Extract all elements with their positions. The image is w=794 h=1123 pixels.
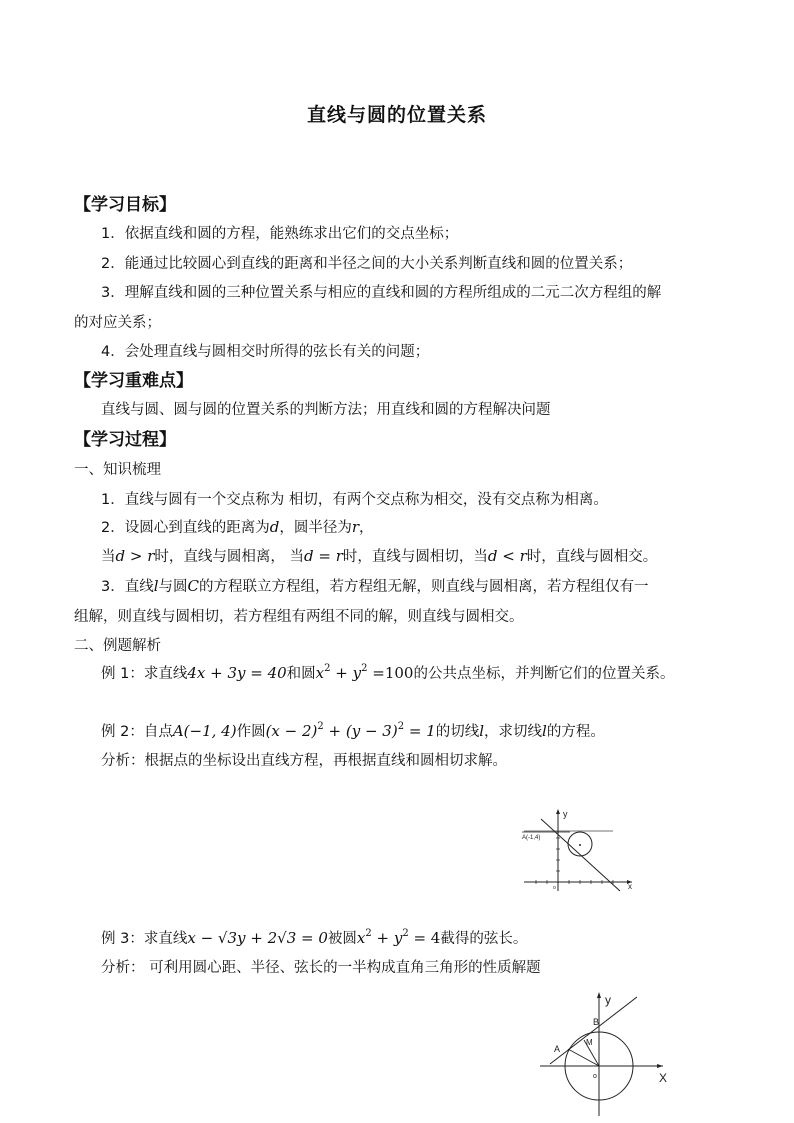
fig2-label-A: A <box>554 1044 561 1054</box>
page-title: 直线与圆的位置关系 <box>306 104 487 126</box>
knowledge-item-3-text-c: 的方程联立方程组，若方程组无解，则直线与圆相离，若方程组仅有一 <box>199 579 649 595</box>
example-2-analysis: 分析：根据点的坐标设出直线方程，再根据直线和圆相切求解。 <box>101 753 507 769</box>
example-2-text-a: 例 2：自点 <box>101 724 173 740</box>
example-3-text-b: 被圆 <box>327 931 357 947</box>
goal-4: 4．会处理直线与圆相交时所得的弦长有关的问题； <box>101 344 430 360</box>
section-heading-goals: 【学习目标】 <box>74 195 176 215</box>
example-3-text-c: 截得的弦长。 <box>440 931 528 947</box>
knowledge-item-2-text-b: ，圆半径为 <box>279 520 352 536</box>
fig1-label-x: x <box>628 882 632 891</box>
example-2-text-d: ，求切线 <box>484 724 543 740</box>
example-3 <box>101 927 527 948</box>
fig1-label-A: A(-1,4) <box>522 835 541 841</box>
var-r: r <box>351 518 360 536</box>
condition-result-1: 时，直线与圆相离， 当 <box>154 549 304 565</box>
example-1-text-a: 例 1：求直线 <box>101 666 188 682</box>
fig2-x-arrow-icon <box>657 1064 663 1068</box>
fig2-label-M: M <box>586 1038 593 1047</box>
part2-heading: 二、例题解析 <box>74 638 161 654</box>
condition-3: d < r <box>487 547 527 565</box>
example-3-analysis: 分析： 可利用圆心距、半径、弦长的一半构成直角三角形的性质解题 <box>101 960 541 976</box>
fig2-label-B: B <box>593 1017 600 1027</box>
knowledge-item-3-line-1 <box>101 575 649 596</box>
example-1-line-eq: 4x + 3y = 40 <box>187 664 287 682</box>
goal-3-line-2: 的对应关系； <box>74 315 161 331</box>
example-3-circle-eq: $x^2 + y^2 = 4$ <box>356 928 441 947</box>
example-1-text-b: 和圆 <box>286 666 316 682</box>
example-3-figure <box>535 988 675 1118</box>
condition-when: 当 <box>101 549 116 565</box>
example-2-figure <box>520 805 640 895</box>
knowledge-item-2-text-c: ， <box>359 520 374 536</box>
condition-1: d > r <box>115 547 155 565</box>
example-2-point: A(−1, 4) <box>172 722 237 740</box>
knowledge-item-1: 1．直线与圆有一个交点称为 相切，有两个交点称为相交，没有交点称为相离。 <box>101 492 608 508</box>
knowledge-item-2 <box>101 516 374 537</box>
knowledge-item-3-text-b: 与圆 <box>158 579 188 595</box>
condition-result-3: 时，直线与圆相交。 <box>526 549 658 565</box>
part1-heading: 一、知识梳理 <box>74 462 161 478</box>
example-1 <box>101 662 674 683</box>
example-2-text-b: 作圆 <box>236 724 266 740</box>
fig2-y-arrow-icon <box>597 992 601 998</box>
fig1-tangent-line-1 <box>541 819 620 891</box>
condition-result-2: 时，直线与圆相切，当 <box>342 549 488 565</box>
knowledge-item-2-text-a: 2．设圆心到直线的距离为 <box>101 520 270 536</box>
knowledge-item-2-conditions <box>101 545 657 566</box>
condition-2: d = r <box>304 547 343 565</box>
fig2-label-x: X <box>659 1071 668 1085</box>
example-1-circle-eq: $x^2 + y^2 =100$ <box>315 663 414 682</box>
fig2-label-y: y <box>605 993 611 1007</box>
fig1-label-o: o <box>553 885 556 891</box>
example-3-line-eq: x − √3y + 2√3 = 0 <box>187 929 328 947</box>
fig1-label-y: y <box>563 809 568 819</box>
example-2-circle-eq: $(x - 2)^2 + (y - 3)^2 = 1$ <box>265 721 436 740</box>
fig2-secant-line <box>550 997 637 1064</box>
example-2-var-l: l <box>479 722 485 740</box>
goal-3-line-1: 3．理解直线和圆的三种位置关系与相应的直线和圆的方程所组成的二元二次方程组的解 <box>101 285 662 301</box>
goal-2: 2．能通过比较圆心到直线的距离和半径之间的大小关系判断直线和圆的位置关系； <box>101 256 633 272</box>
fig1-y-arrow-icon <box>556 809 560 814</box>
fig2-label-o: o <box>593 1073 597 1080</box>
knowledge-item-3-text-a: 3．直线 <box>101 579 154 595</box>
example-2 <box>101 720 605 741</box>
key-points-text: 直线与圆、圆与圆的位置关系的判断方法；用直线和圆的方程解决问题 <box>101 402 551 418</box>
example-2-var-l-2: l <box>542 722 547 740</box>
var-d: d <box>269 518 280 536</box>
fig1-ticks <box>536 838 613 884</box>
example-2-text-c: 的切线 <box>435 724 480 740</box>
example-3-text-a: 例 3：求直线 <box>101 931 188 947</box>
example-2-text-e: 的方程。 <box>546 724 605 740</box>
var-C: C <box>187 577 200 595</box>
knowledge-item-3-line-2: 组解，则直线与圆相切，若方程组有两组不同的解，则直线与圆相交。 <box>74 609 524 625</box>
section-heading-key: 【学习重难点】 <box>74 371 193 391</box>
section-heading-process: 【学习过程】 <box>74 430 176 450</box>
fig1-center-dot <box>579 844 581 846</box>
example-1-text-c: 的公共点坐标，并判断它们的位置关系。 <box>413 666 675 682</box>
goal-1: 1．依据直线和圆的方程，能熟练求出它们的交点坐标； <box>101 226 459 242</box>
var-l: l <box>153 577 159 595</box>
